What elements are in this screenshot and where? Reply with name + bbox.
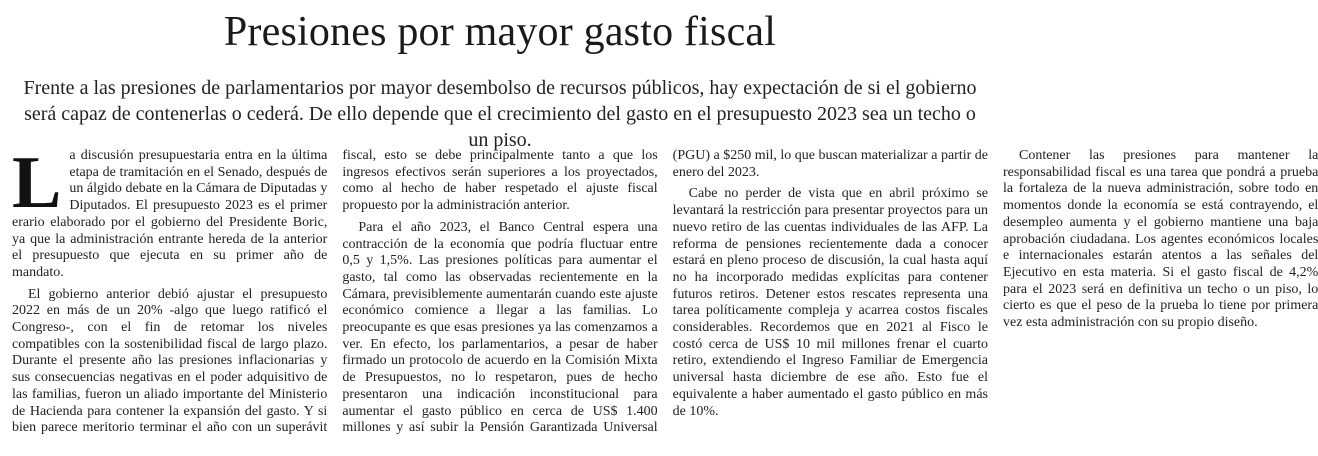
paragraph-2: El gobierno anterior debió ajustar el presupuesto 2022 en más de un 20% -algo que luego ratificó el Congreso-, con el fin de retomar los niveles compatibles con la sostenibilidad fiscal de largo plazo. Durante el presente año las presiones inflacionarias y sus consecuencias negativas en el poder adquisitivo de las familias, fueron un aliado importante del Ministerio de Hacienda para contener la expansión del gasto. Y si bien parece meritorio terminar el año con un superávit fiscal, esto se debe principalmente tanto a que los ingresos efectivos serán superiores a los proyectados, como al hecho de haber respetado el ajuste fiscal propuesto por la administración anterior. bbox=[12, 148, 658, 436]
drop-cap: L bbox=[12, 142, 62, 224]
paragraph-text: a discusión presupuestaria entra en la última etapa de tramitación en el Senado, después de un álgido debate en la Cámara de Diputadas y Diputados. El presupuesto 2023 es el primer erario elaborado por el gobierno del Presidente Boric, ya que la administración entrante hereda de la anterior el presupuesto que ejecuta en su primer año de mandato. bbox=[12, 148, 328, 280]
deck: Frente a las presiones de parlamentarios por mayor desembolso de recursos públicos, hay expectación de si el gobierno será capaz de contenerlas o cederá. De ello depende que el crecimiento del gasto en el presupuesto 2023 sea un techo o un piso. bbox=[23, 77, 977, 151]
article-body bbox=[12, 142, 1318, 448]
paragraph-3: Para el año 2023, el Banco Central espera una contracción de la economía que podría fluctuar entre 0,5 y 1,5%. Las presiones políticas para aumentar el gasto, tal como las observadas recientemente en la Cámara, previsiblemente aumentarán cuando este ajuste económico comience a llegar a las familias. Lo preocupante es que esas presiones ya las comenzamos a ver. En efecto, los parlamentarios, a pesar de haber firmado un protocolo de acuerdo en la Comisión Mixta de Presupuestos, no lo respetaron, pues de hecho presentaron una indicación inconstitucional para aumentar el gasto público en cerca de US$ 1.400 millones y así subir la Pensión Garantizada Universal (PGU) a $250 mil, lo que buscan materializar a partir de enero del 2023. bbox=[342, 148, 988, 436]
paragraph-1 bbox=[12, 142, 328, 282]
paragraph-4: Cabe no perder de vista que en abril próximo se levantará la restricción para presentar proyectos para un nuevo retiro de las cuentas individuales de las AFP. La reforma de pensiones recientemente dada a conocer estará en pleno proceso de discusión, la cual hasta aquí no ha incorporado medidas explícitas para contener futuros retiros. Detener estos rescates representa una tarea políticamente compleja y acarrea costos fiscales considerables. Recordemos que en 2021 al Fisco le costó cerca de US$ 10 mil millones frenar el cuarto retiro, extendiendo el Ingreso Familiar de Emergencia universal hasta diciembre de ese año. Esto fue el equivalente a haber aumentado el gasto público en más de 10%. bbox=[672, 186, 988, 419]
headline: Presiones por mayor gasto fiscal bbox=[223, 9, 777, 55]
paragraph-5: Contener las presiones para mantener la responsabilidad fiscal es una tarea que pondrá a prueba la fortaleza de la nueva administración, sobre todo en momentos donde la economía se está contrayendo, el desempleo aumenta y el gobierno mantiene una baja aprobación ciudadana. Los agentes económicos locales e internacionales estarán atentos a las señales del Ejecutivo en esta materia. Si el gasto fiscal de 4,2% para el 2023 será en definitiva un techo o un piso, lo cierto es que el peso de la prueba lo tiene por primera vez esta administración con su propio diseño. bbox=[1002, 148, 1318, 331]
